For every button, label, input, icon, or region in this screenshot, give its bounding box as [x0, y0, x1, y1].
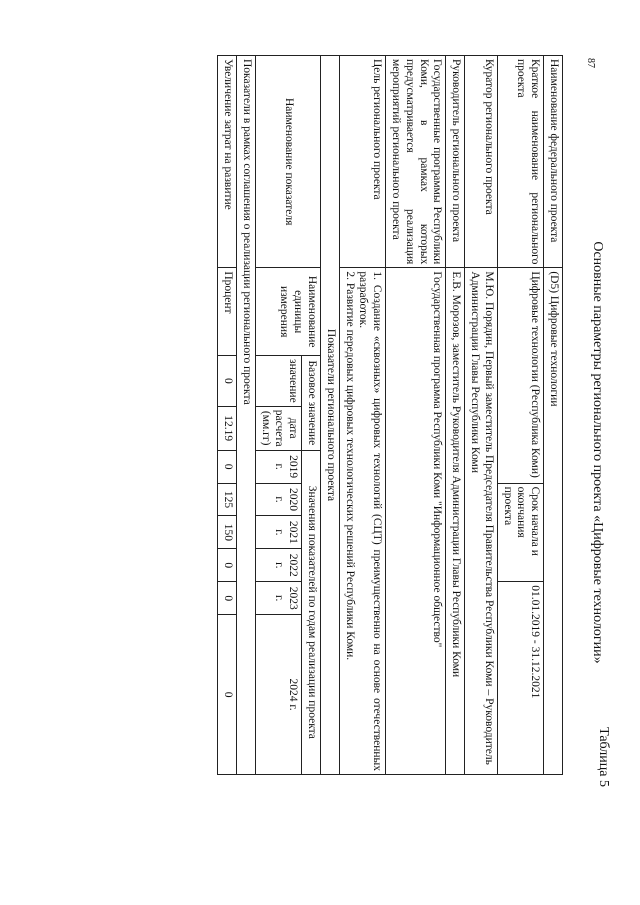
indicator-base-value: 0 — [218, 356, 237, 407]
year-2023: 2023 г. — [255, 582, 301, 615]
col-base: Базовое значение — [302, 356, 321, 451]
programs-label: Государственные программы Республики Коми, в рамках которых предусматривается реализация мероприятий регионального проекта — [386, 56, 446, 268]
table-row — [465, 56, 498, 775]
value-2019: 0 — [218, 450, 237, 483]
head-value: Е.В. Морозов, заместитель Руководителя Администрации Главы Республики Коми — [446, 268, 465, 775]
year-2019: 2019 г. — [255, 450, 301, 483]
federal-value: (D5) Цифровые технологии — [544, 268, 563, 775]
year-2022: 2022 г. — [255, 549, 301, 582]
short-name-value: Цифровые технологии (Республика Коми) — [497, 268, 543, 483]
table-number: Таблица 5 — [596, 727, 611, 787]
table-header-row — [302, 56, 321, 775]
value-2023: 0 — [218, 582, 237, 615]
goal-item: 1. Создание «сквозных» цифровых технологий (СЦТ) преимущественно на основе отечественных разработок. — [357, 271, 384, 771]
term-value: 01.01.2019 - 31.12.2021 — [497, 582, 543, 775]
table-row — [218, 56, 237, 775]
agreement-section-title: Показатели в рамках соглашения о реализации регионального проекта — [237, 56, 256, 775]
value-2024: 0 — [218, 615, 237, 775]
curator-value: М.Ю. Порядин, Первый заместитель Председателя Правительства Республики Коми – Руководитель Администрации Главы Республики Коми — [465, 268, 498, 775]
col-base-date: дата расчета (мм.гг) — [255, 406, 301, 450]
document-title: Основные параметры регионального проекта «Цифровые технологии» — [590, 241, 605, 664]
project-parameters-table — [217, 55, 563, 775]
table-row — [386, 56, 446, 775]
table-row — [339, 56, 385, 775]
curator-label: Куратор регионального проекта — [465, 56, 498, 268]
year-2020: 2020 г. — [255, 483, 301, 516]
table-row — [321, 56, 340, 775]
year-2021: 2021 г. — [255, 516, 301, 549]
col-years: Значения показателей по годам реализации проекта — [302, 450, 321, 774]
indicators-section-title: Показатели регионального проекта — [321, 56, 340, 775]
programs-value: Государственная программа Республики Коми "Информационное общество" — [386, 268, 446, 775]
indicator-unit: Процент — [218, 268, 237, 356]
table-row — [237, 56, 256, 775]
federal-label: Наименование федерального проекта — [544, 56, 563, 268]
head-label: Руководитель регионального проекта — [446, 56, 465, 268]
indicator-name: Увеличение затрат на развитие — [218, 56, 237, 268]
table-row — [544, 56, 563, 775]
col-indicator-name: Наименование показателя — [255, 56, 320, 268]
year-2024: 2024 г. — [255, 615, 301, 775]
goal-item: 2. Развитие передовых цифровых технологических решений Республики Коми. — [343, 271, 356, 661]
table-row — [497, 56, 543, 775]
value-2021: 150 — [218, 516, 237, 549]
col-unit: Наименование единицы измерения — [255, 268, 320, 356]
col-base-value: значение — [255, 356, 301, 407]
goal-label: Цель регионального проекта — [339, 56, 385, 268]
goal-value — [339, 268, 385, 775]
value-2022: 0 — [218, 549, 237, 582]
page-number: 87 — [585, 58, 596, 68]
value-2020: 125 — [218, 483, 237, 516]
indicator-base-date: 12.19 — [218, 406, 237, 450]
term-label: Срок начала и окончания проекта — [497, 483, 543, 582]
table-row — [446, 56, 465, 775]
short-name-label: Краткое наименование регионального проекта — [497, 56, 543, 268]
